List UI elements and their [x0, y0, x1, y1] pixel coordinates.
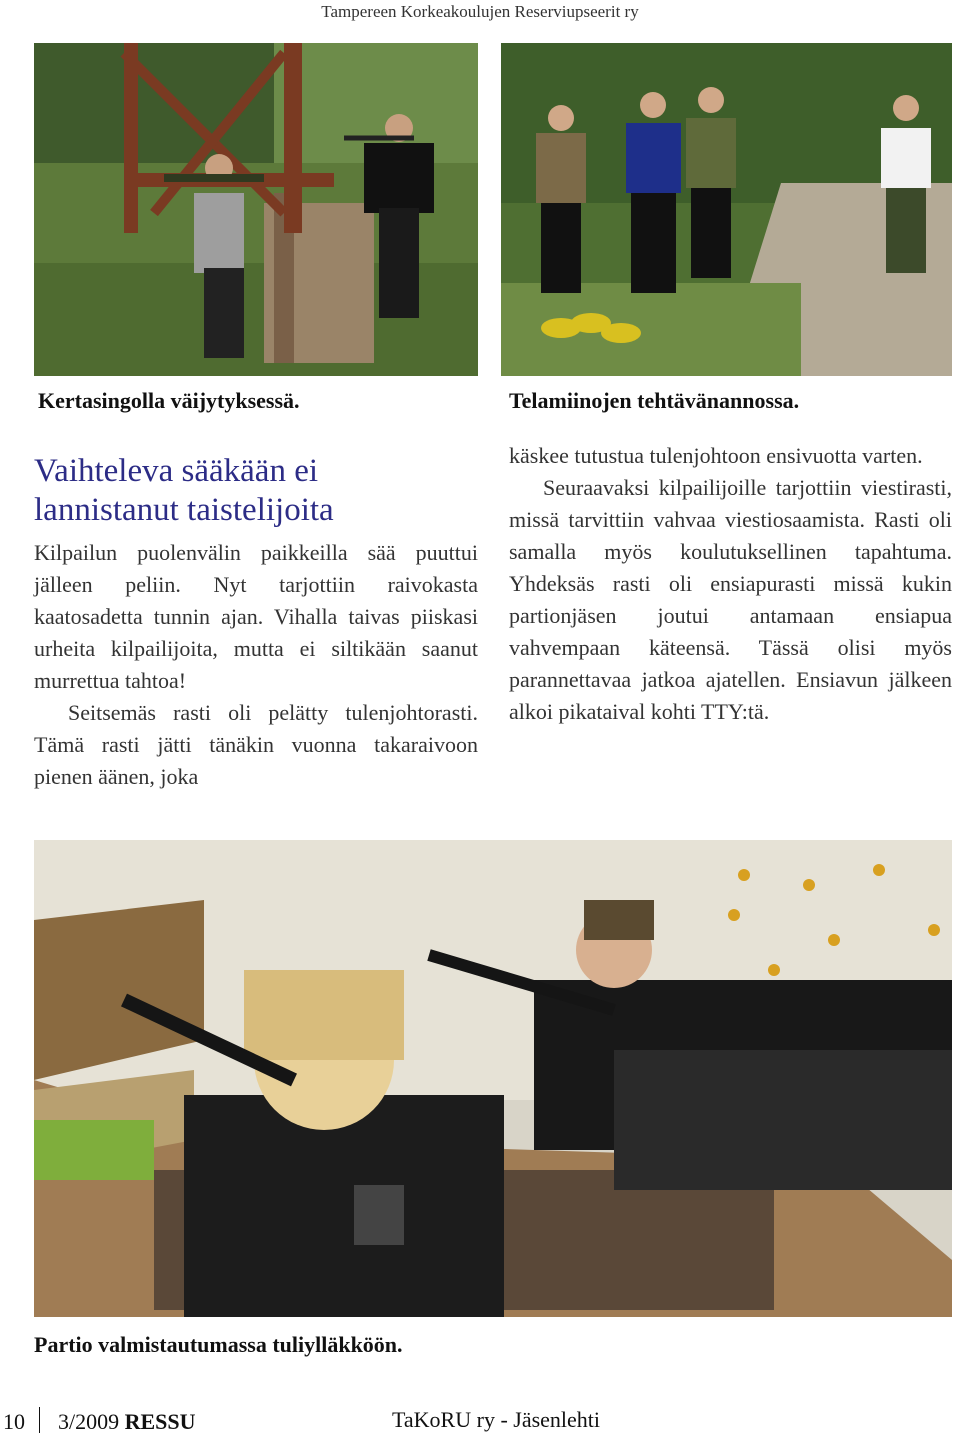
left-column — [34, 537, 478, 793]
paragraph: Seuraavaksi kilpailijoille tarjottiin viestirasti, missä tarvittiin vahvaa viestiosaamista. Rasti oli samalla myös koulutuksellinen tapahtuma. Yhdeksäs rasti oli ensiapurasti missä kukin partionjäsen joutui antamaan ensiapua vahvempaan käteensä. Tässä olisi myös parannettavaa jatkoa ajatellen. Ensiavun jälkeen alkoi pikataival kohti TTY:tä. — [509, 475, 952, 724]
magazine-name: RESSU — [124, 1409, 196, 1434]
paragraph: käskee tutustua tulenjohtoon ensivuotta varten. — [509, 443, 923, 468]
caption-bottom: Partio valmistautumassa tuliylläkköön. — [34, 1332, 403, 1357]
page-number: 10 — [3, 1409, 25, 1434]
article-headline: Vaihteleva sääkään ei lannistanut taistelijoita — [34, 453, 334, 528]
footer — [3, 1407, 196, 1435]
issue-number: 3/2009 — [58, 1409, 120, 1434]
photo-kertasinko — [34, 43, 478, 376]
right-column — [509, 440, 952, 728]
footer-divider — [39, 1407, 40, 1433]
photo-telamiinat — [501, 43, 952, 376]
paragraph: Seitsemäs rasti oli pelätty tulenjohtorasti. Tämä rasti jätti tänäkin vuonna takaraivoon pienen äänen, joka — [34, 700, 478, 789]
caption-top-right: Telamiinojen tehtävänannossa. — [509, 388, 800, 413]
publisher-line: TaKoRU ry - Jäsenlehti — [392, 1407, 601, 1432]
caption-top-left: Kertasingolla väijytyksessä. — [38, 388, 300, 413]
running-header: Tampereen Korkeakoulujen Reserviupseerit ry — [321, 2, 639, 21]
paragraph: Kilpailun puolenvälin paikkeilla sää puuttui jälleen peliin. Nyt tarjottiin raivokasta kaatosadetta tunnin ajan. Vihalla taivas piiskasi urheita kilpailijoita, mutta ei siltikään saanut murrettua tahtoa! — [34, 540, 478, 693]
photo-ampumarata — [34, 840, 952, 1317]
